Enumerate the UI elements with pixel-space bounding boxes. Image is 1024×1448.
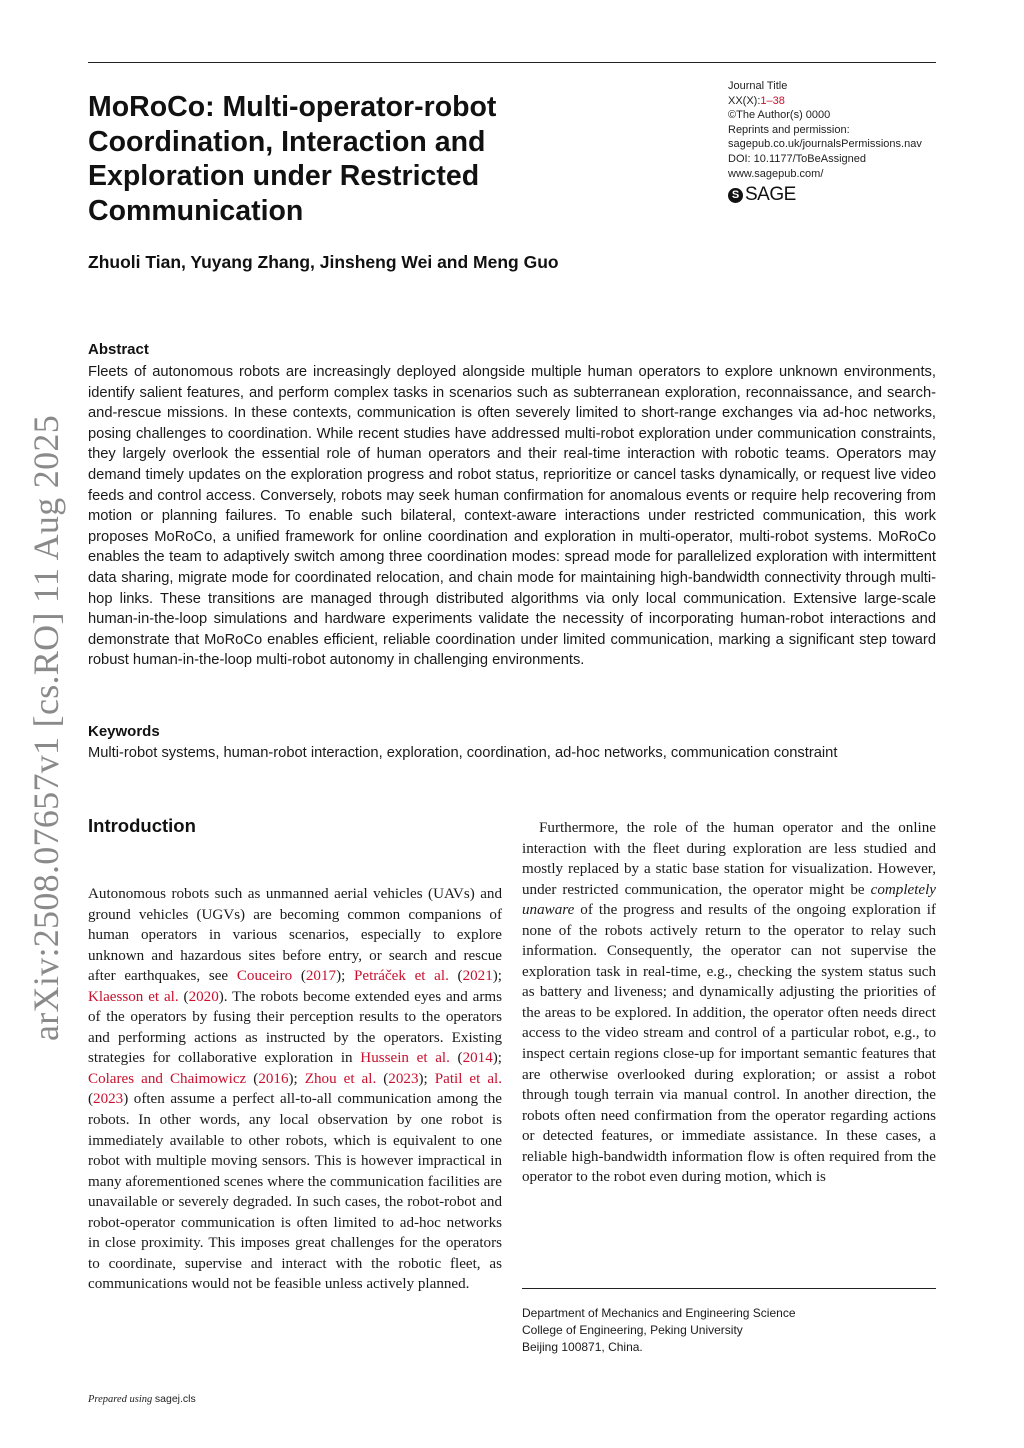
author-list: Zhuoli Tian, Yuyang Zhang, Jinsheng Wei and Meng Guo [88, 252, 559, 272]
page-link-end[interactable]: 38 [772, 94, 785, 107]
page-dash: – [766, 94, 773, 107]
arxiv-identifier: arXiv:2508.07657v1 [cs.RO] 11 Aug 2025 [26, 414, 66, 1042]
citation-punct: ( [376, 1070, 389, 1087]
body-text: The robots become extended eyes and arms of the operators by fusing their perception results to the operators and performing actions as instructed by the operators. Existing strategies for collaborative exploration in [88, 988, 502, 1067]
citation-year-link[interactable]: 2021 [462, 968, 493, 985]
title-line: Exploration under Restricted [88, 160, 480, 192]
doi: DOI: 10.1177/ToBeAssigned [728, 152, 866, 165]
affiliation-line: College of Engineering, Peking University [522, 1323, 743, 1337]
citation-year-link[interactable]: 2014 [462, 1050, 493, 1067]
title-line: Communication [88, 194, 304, 227]
title-line: Coordination, Interaction and [88, 125, 486, 158]
paper-title [88, 90, 608, 228]
body-text: Autonomous robots such as unmanned aerial vehicles (UAVs) and ground vehicles (UGVs) are becoming common companions of human operators in various scenarios, especially to explore unknown and hazardous sites before entry, or search and rescue after earthquakes, see [88, 886, 502, 985]
citation-year-link[interactable]: 2016 [258, 1070, 289, 1087]
footnote-rule [522, 1288, 936, 1289]
citation-punct: ( [449, 1050, 463, 1067]
citation-punct: ( [448, 968, 463, 985]
sage-s-icon: S [728, 188, 743, 203]
intro-paragraph-left [88, 884, 502, 1295]
top-rule [88, 62, 936, 63]
citation-year-link[interactable]: 2023 [93, 1091, 124, 1108]
sage-logo [728, 184, 796, 206]
sage-wordmark: SAGE [745, 184, 796, 205]
citation-punct: ). [218, 988, 228, 1005]
citation-link[interactable]: Petráček et al. [353, 968, 449, 985]
abstract-text: Fleets of autonomous robots are increasingly deployed alongside multiple human operators to explore unknown environments, identify salient features, and perform complex tasks in scenarios such as subterranean exploration, reconnaissance, and search-and-rescue missions. In these contexts, communication is often severely limited to short-range exchanges via ad-hoc networks, posing challenges to coordination. While recent studies have addressed multi-robot exploration under communication constraints, they largely overlook the essential role of human operators and their real-time interaction with robotic teams. Operators may demand timely updates on the exploration progress and robot status, reprioritize or cancel tasks dynamically, or request live video feeds and control access. Conversely, robots may seek human confirmation for anomalous events or require help recovering from motion or planning failures. To enable such bilateral, context-aware interactions under restricted communication, this work proposes MoRoCo, a unified framework for online coordination and exploration in multi-operator, multi-robot systems. MoRoCo enables the team to adaptively switch among three coordination modes: spread mode for parallelized exploration with intermittent data sharing, migrate mode for coordinated relocation, and chain mode for maintaining high-bandwidth connectivity through multi-hop links. These transitions are managed through distributed algorithms via only local communication. Extensive large-scale human-in-the-loop simulations and hardware experiments validate the necessity of incorporating human-robot interactions and demonstrate that MoRoCo enables efficient, reliable coordination under limited communication, marking a significant step toward robust human-in-the-loop multi-robot autonomy in challenging environments. [88, 364, 936, 669]
journal-title: Journal Title [728, 80, 788, 92]
page-link-start[interactable]: 1 [760, 94, 767, 107]
copyright: ©The Author(s) 0000 [728, 109, 831, 122]
citation-link[interactable]: Zhou et al. [304, 1070, 377, 1087]
citation-punct: ( [246, 1070, 259, 1087]
citation-punct: ( [88, 1091, 94, 1108]
citation-punct: ); [288, 1070, 305, 1087]
citation-punct: ( [292, 968, 306, 985]
citation-link[interactable]: Couceiro [236, 968, 293, 985]
citation-link[interactable]: Patil et al. [434, 1070, 503, 1087]
keywords-heading: Keywords [88, 723, 160, 740]
affiliation-line: Beijing 100871, China. [522, 1340, 643, 1354]
citation-punct: ); [492, 968, 502, 985]
body-text: Furthermore, the role of the human operator and the online interaction with the fleet during exploration are less studied and mostly replaced by a static base station for visualization. However, under restricted communication, the operator might be [522, 820, 936, 898]
citation-year-link[interactable]: 2023 [388, 1070, 419, 1087]
citation-year-link[interactable]: 2020 [188, 988, 219, 1005]
body-text: of the progress and results of the ongoing exploration if none of the robots actively return to the operator to relay such information. Consequently, the operator can not supervise the exploration task in real-time, e.g., checking the system status such as battery and liveness; and dynamically adjusting the priorities of the areas to be explored. In addition, the operator often needs direct access to the video stream and control of a particular robot, e.g., to inspect certain regions close-up for important semantic features that are otherwise overlooked during exploration; or assist a robot through tough terrain via manual control. In another direction, the robots often need confirmation from the operator regarding actions or detected features, or immediate assistance. In these cases, a reliable high-bandwidth information flow is often required from the operator to the robot even during motion, which is [522, 902, 936, 1186]
citation-punct: ) [123, 1091, 129, 1108]
citation-link[interactable]: Colares and Chaimowicz [88, 1070, 247, 1087]
journal-volume [728, 94, 943, 109]
body-text: often assume a perfect all-to-all communication among the robots. In other words, any local observation by one robot is immediately available to other robots, which is equivalent to one robot with multiple moving sensors. This is however impractical in many aforementioned scenes where the communication facilities are unavailable or severely degraded. In such cases, the robot-robot and robot-operator communication is often limited to ad-hoc networks in close proximity. This imposes great challenges for the operators to coordinate, supervise and interact with the robotic fleet, as communications would not be feasible unless actively planned. [88, 1091, 502, 1293]
citation-punct: ( [178, 988, 189, 1005]
prepared-label: Prepared using [88, 1394, 153, 1405]
volume-prefix: XX(X): [728, 94, 761, 107]
abstract-heading: Abstract [88, 341, 149, 358]
keywords-text: Multi-robot systems, human-robot interaction, exploration, coordination, ad-hoc networks, communication constraint [88, 745, 838, 761]
citation-link[interactable]: Klaesson et al. [88, 988, 179, 1005]
website: www.sagepub.com/ [728, 167, 824, 180]
citation-punct: ); [418, 1070, 435, 1087]
citation-year-link[interactable]: 2017 [305, 968, 337, 985]
reprints-label: Reprints and permission: [728, 123, 850, 136]
prepared-using-footer [88, 1393, 196, 1405]
affiliation [522, 1305, 796, 1356]
citation-punct: ); [492, 1050, 502, 1067]
emphasized-text: completely unaware [522, 881, 936, 919]
permissions-url: sagepub.co.uk/journalsPermissions.nav [728, 138, 922, 151]
citation-punct: ); [336, 968, 354, 985]
intro-paragraph-right [522, 818, 936, 1188]
citation-link[interactable]: Hussein et al. [360, 1050, 450, 1067]
journal-info [728, 79, 943, 181]
affiliation-line: Department of Mechanics and Engineering Science [522, 1306, 796, 1320]
introduction-heading: Introduction [88, 815, 196, 836]
class-file-name: sagej.cls [154, 1393, 196, 1405]
title-line: MoRoCo: Multi-operator-robot [88, 91, 497, 123]
